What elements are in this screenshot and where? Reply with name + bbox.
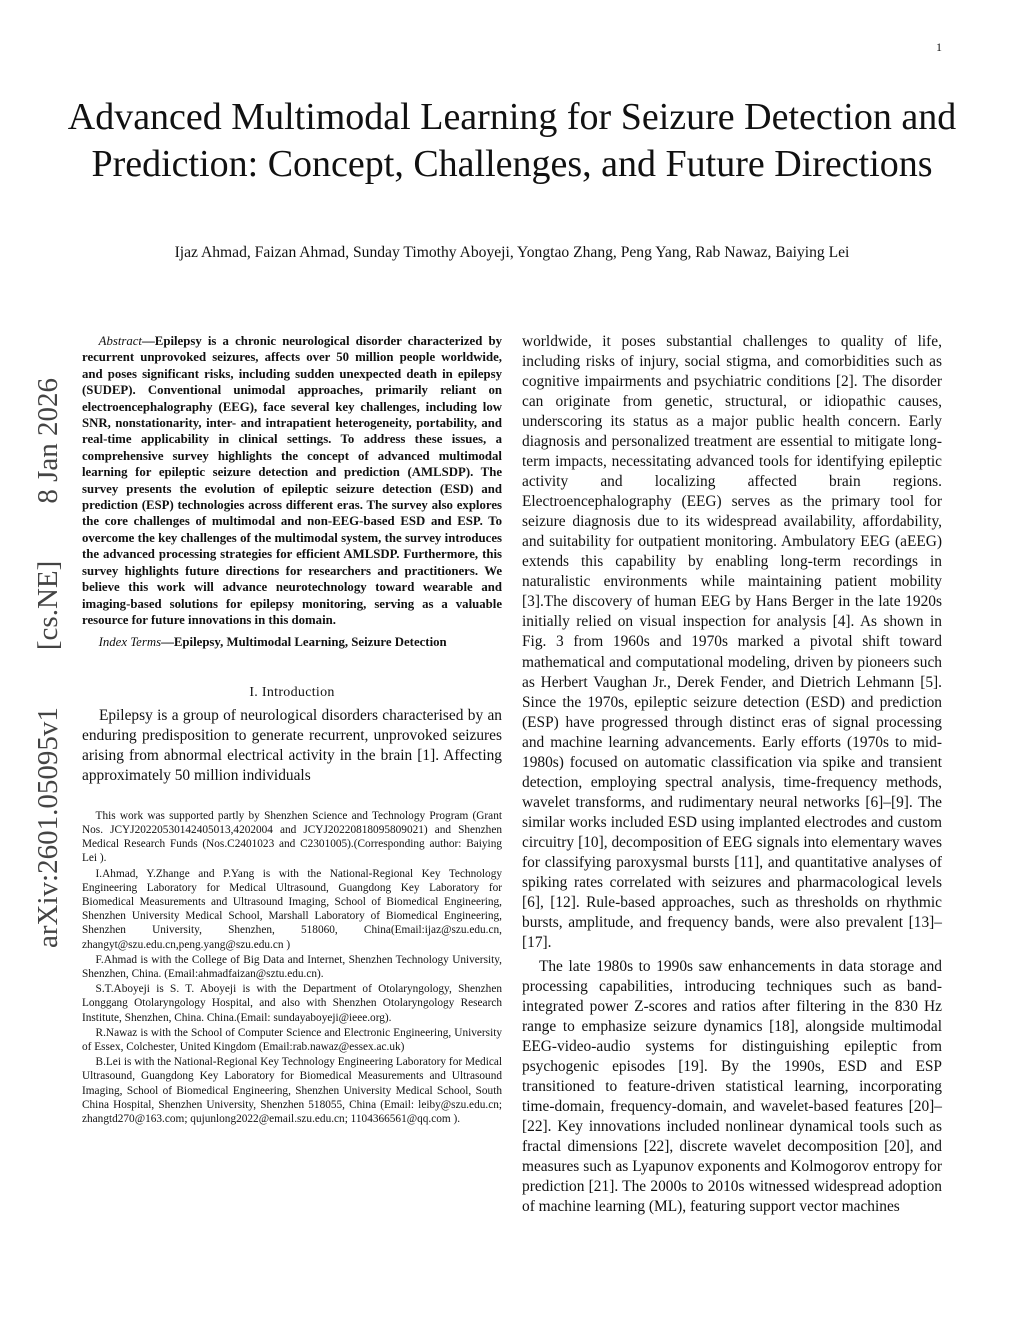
page-number: 1 [936, 40, 942, 54]
abstract-text: —Epilepsy is a chronic neurological disorder characterized by recurrent unprovoked seizures, affects over 50 million people worldwide, and poses significant risks, including sudden unexpected death in epilepsy (SUDEP). Conventional unimodal approaches, primarily reliant on electroencephalography (EEG), face several key challenges, including low SNR, nonstationarity, inter- and intrapatient heterogeneity, portability, and real-time applicability in clinical settings. To address these issues, a comprehensive survey highlights the concept of advanced multimodal learning for epileptic seizure detection and prediction (AMLSDP). The survey presents the evolution of epileptic seizure detection (ESD) and prediction (ESP) technologies across different eras. The survey also explores the core challenges of multimodal and non-EEG-based ESD and ESP. To overcome the key challenges of the multimodal system, the survey introduces the advanced processing strategies for efficient AMLSDP. Furthermore, this survey highlights future directions for researchers and practitioners. We believe this work will advance neurotechnology toward wearable and imaging-based solutions for epilepsy monitoring, serving as a valuable resource for future innovations in this domain. [82, 334, 502, 627]
index-terms [82, 634, 502, 650]
footnotes [82, 809, 502, 1126]
footnote-affiliation: B.Lei is with the National-Regional Key Technology Engineering Laboratory for Medical Ultrasound, Guangdong Key Laboratory for Biomedical Measurements and Ultrasound Imaging, School of Biomedical Engineering, Shenzhen University Medical School, South China Hospital, Shenzhen University, Shenzhen 518055, China (Email: leiby@szu.edu.cn; zhangtd270@163.com; qujunlong2022@email.szu.edu.cn; 1104366561@qq.com ). [82, 1056, 502, 1125]
arxiv-id: arXiv:2601.05095v1 [32, 707, 64, 948]
arxiv-category: [cs.NE] [32, 560, 64, 651]
intro-paragraph: Epilepsy is a group of neurological disorders characterised by an enduring predisposition to generate recurrent, unprovoked seizures arising from abnormal electrical activity in the brain [1]. Affecting approximately 50 million individuals [82, 706, 502, 784]
left-column [82, 333, 502, 1127]
footnote-affiliation: I.Ahmad, Y.Zhange and P.Yang is with the National-Regional Key Technology Engineering Laboratory for Medical Ultrasound, Guangdong Key Laboratory for Biomedical Measurements and Ultrasound Imaging, School of Biomedical Engineering, Shenzhen University Medical School, Marshall Laboratory of Biomedical Engineering, Shenzhen University, Shenzhen, 518060, China(Email:ijaz@szu.edu.cn, zhangyt@szu.edu.cn,peng.yang@szu.edu.cn ) [82, 867, 502, 951]
footnote-affiliation: F.Ahmad is with the College of Big Data and Internet, Shenzhen Technology University, Shenzhen, China. (Email:ahmadfaizan@sztu.edu.cn). [82, 953, 502, 980]
body-paragraph: worldwide, it poses substantial challenges to quality of life, including risks of injury, social stigma, and comorbidities such as cognitive impairments and psychiatric conditions [2]. The disorder can originate from genetic, structural, or idiopathic causes, underscoring its status as a major public health concern. Early diagnosis and personalized treatment are essential to mitigate long-term impacts, necessitating advanced tools for identifying epileptic activity and localizing affected brain regions. Electroencephalography (EEG) serves as the primary tool for seizure diagnosis due to its widespread availability, affordability, and suitability for outpatient monitoring. Ambulatory EEG (aEEG) extends this capability by enabling long-term recordings in naturalistic environments while maintaining patient mobility [3].The discovery of human EEG by Hans Berger in the late 1920s initially relied on visual inspection for analysis [4]. As shown in Fig. 3 from 1960s and 1970s marked a pivotal shift toward mathematical and computational modeling, driven by pioneers such as Herbert Vaughan Jr., Derek Fender, and Dietrich Lehmann [5]. Since the 1970s, epileptic seizure detection (ESD) and prediction (ESP) have progressed through distinct eras of signal processing and machine learning advancements. Early efforts (1970s to mid-1980s) focused on automatic classification via spike and transient detection, employing spectral analysis, time-frequency methods, wavelet transforms, and rudimentary neural networks [6]–[9]. The similar works included ESD using implanted electrodes and custom circuitry [10], decomposition of EEG signals into elementary waves for classifying paroxysmal bursts [11], and quantitative analyses of spiking rates correlated with seizures and pharmacological levels [6], [12]. Rule-based approaches, such as thresholds on rhythmic bursts, amplitude, and frequency bands, were also prevalent [13]–[17]. [522, 333, 942, 951]
author-list: Ijaz Ahmad, Faizan Ahmad, Sunday Timothy Aboyeji, Yongtao Zhang, Peng Yang, Rab Nawaz, Baiying Lei [174, 244, 850, 261]
section-heading-introduction: I. Introduction [249, 684, 335, 700]
arxiv-date: 8 Jan 2026 [32, 378, 64, 504]
footnote-affiliation: S.T.Aboyeji is S. T. Aboyeji is with the Department of Otolaryngology, Shenzhen Longgang Otolaryngology Hospital, and also with Shenzhen Otolaryngology Research Institute, Shenzhen, China. China.(Email: sundayaboyeji@ieee.org). [82, 983, 502, 1024]
right-column [522, 332, 942, 1217]
abstract [82, 333, 502, 628]
abstract-label: Abstract [98, 334, 142, 348]
arxiv-identifier [28, 378, 68, 948]
paper-title: Advanced Multimodal Learning for Seizure Detection and Prediction: Concept, Challenges, and Future Directions [67, 96, 957, 185]
index-terms-text: —Epilepsy, Multimodal Learning, Seizure Detection [161, 635, 447, 650]
body-paragraph: The late 1980s to 1990s saw enhancements in data storage and processing capabilities, introducing techniques such as band-integrated power Z-scores and ratios after filtering in the 830 Hz range to emphasize seizure dynamics [18], alongside multimodal EEG-video-audio systems for distinguishing epileptic from psychogenic episodes [19]. By the 1990s, ESD and ESP transitioned to feature-driven statistical learning, incorporating time-domain, frequency-domain, and wavelet-based features [20]–[22]. Key innovations included nonlinear dynamical tools such as fractal dimensions [22], discrete wavelet decomposition [20], and measures such as Lyapunov exponents and Kolmogorov entropy for prediction [21]. The 2000s to 2010s witnessed widespread adoption of machine learning (ML), featuring support vector machines [522, 957, 942, 1216]
footnote-affiliation: R.Nawaz is with the School of Computer Science and Electronic Engineering, University of Essex, Colchester, United Kingdom (Email:rab.nawaz@essex.ac.uk) [82, 1026, 502, 1053]
footnote-funding: This work was supported partly by Shenzhen Science and Technology Program (Grant Nos. JCYJ20220530142405013,4202004 and JCYJ20220818095809021) and Shenzhen Medical Research Funds (Nos.C2401023 and C2301005).(Corresponding author: Baiying Lei ). [82, 809, 502, 865]
index-terms-label: Index Terms [98, 635, 162, 650]
